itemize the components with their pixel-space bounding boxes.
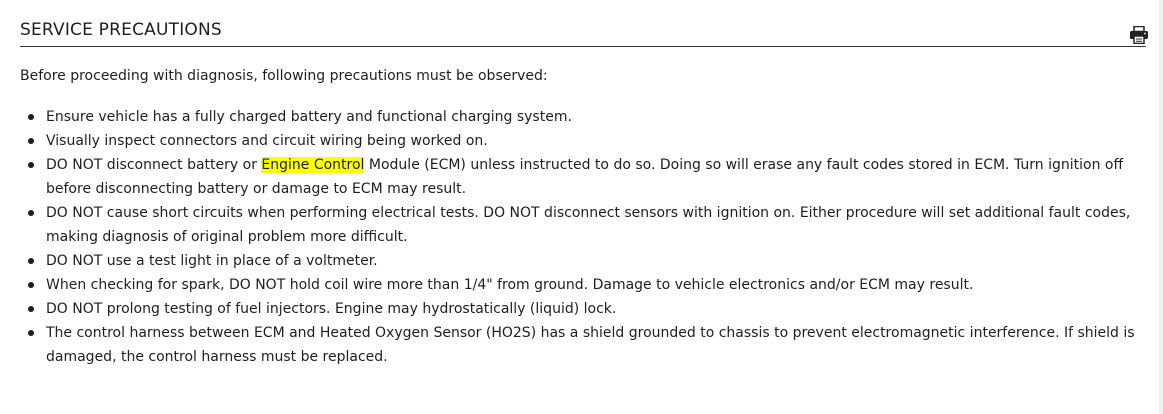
list-item-text: DO NOT disconnect battery or [46,157,262,173]
list-item [20,129,1146,153]
list-item-text: The control harness between ECM and Heated Oxygen Sensor (HO2S) has a shield grounded to chassis to prevent electromagnetic interference. If shield is damaged, the control harness must be replaced. [46,325,1135,365]
list-item-text: DO NOT prolong testing of fuel injectors. Engine may hydrostatically (liquid) lock. [46,301,617,317]
bullet [28,306,34,312]
bullet [28,138,34,144]
list-item-text: DO NOT use a test light in place of a voltmeter. [46,253,378,269]
list-item [20,273,1146,297]
list-item-text: Visually inspect connectors and circuit wiring being worked on. [46,133,488,149]
list-item-text: Module (ECM) unless instructed to do so. Doing so will erase any fault codes stored in ECM. Turn ignition off before disconnecting battery or damage to ECM may result. [46,157,1124,197]
bullet [28,162,34,168]
page-title: SERVICE PRECAUTIONS [20,20,222,40]
list-item-text: DO NOT cause short circuits when performing electrical tests. DO NOT disconnect sensors with ignition on. Either procedure will set additional fault codes, making diagnosis of original problem more difficult. [46,205,1131,245]
list-item [20,105,1146,129]
document-header [20,18,1146,47]
search-highlight: Engine Control [261,157,365,173]
bullet [28,210,34,216]
intro-text: Before proceeding with diagnosis, following precautions must be observed: [20,68,548,84]
bullet [28,258,34,264]
document [20,18,1146,369]
precautions-list [20,105,1146,369]
list-item-text: When checking for spark, DO NOT hold coil wire more than 1/4" from ground. Damage to vehicle electronics and/or ECM may result. [46,277,974,293]
list-item [20,297,1146,321]
print-icon [1129,26,1149,44]
scrollbar[interactable] [1159,0,1163,414]
print-button[interactable] [1129,26,1149,44]
list-item [20,153,1146,201]
list-item-text: Ensure vehicle has a fully charged battery and functional charging system. [46,109,572,125]
list-item [20,321,1146,369]
bullet [28,282,34,288]
list-item [20,201,1146,249]
bullet [28,114,34,120]
list-item [20,249,1146,273]
bullet [28,330,34,336]
